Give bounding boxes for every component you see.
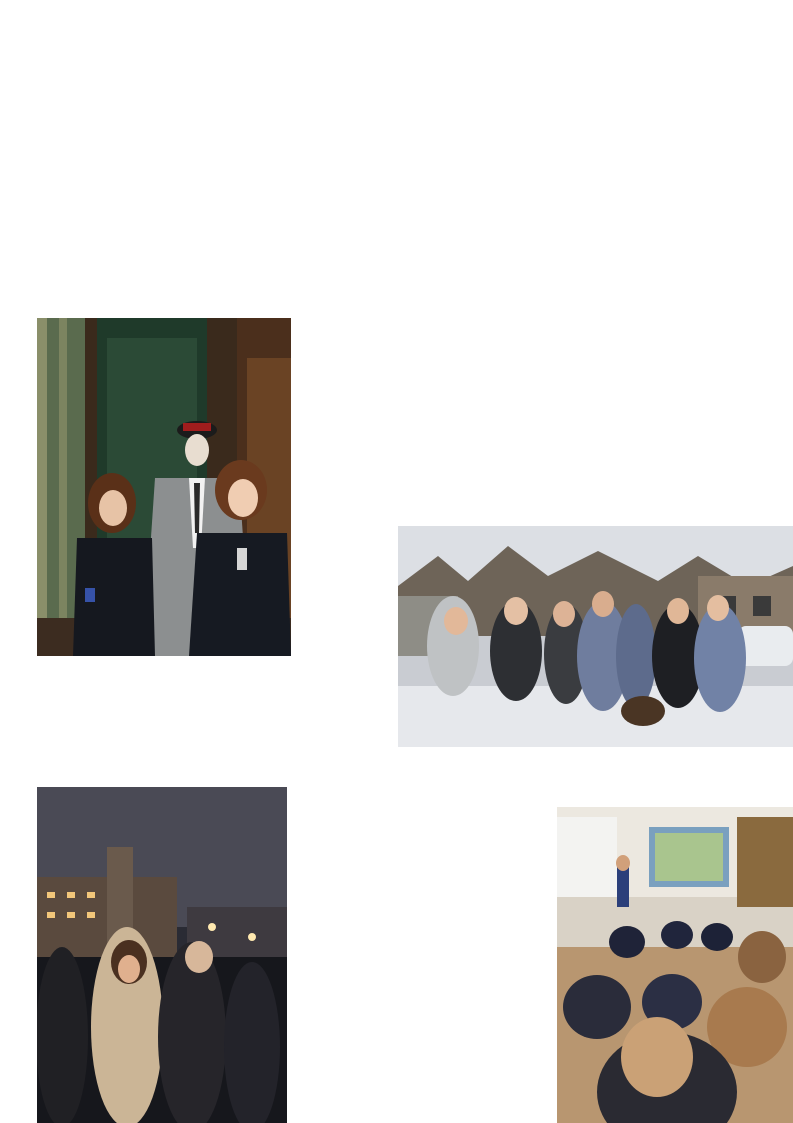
outdoor-group-photo: [398, 526, 793, 747]
night-vigil-photo: [37, 787, 287, 1123]
museum-photo: [37, 318, 291, 656]
classroom-lecture-photo: [557, 807, 793, 1123]
